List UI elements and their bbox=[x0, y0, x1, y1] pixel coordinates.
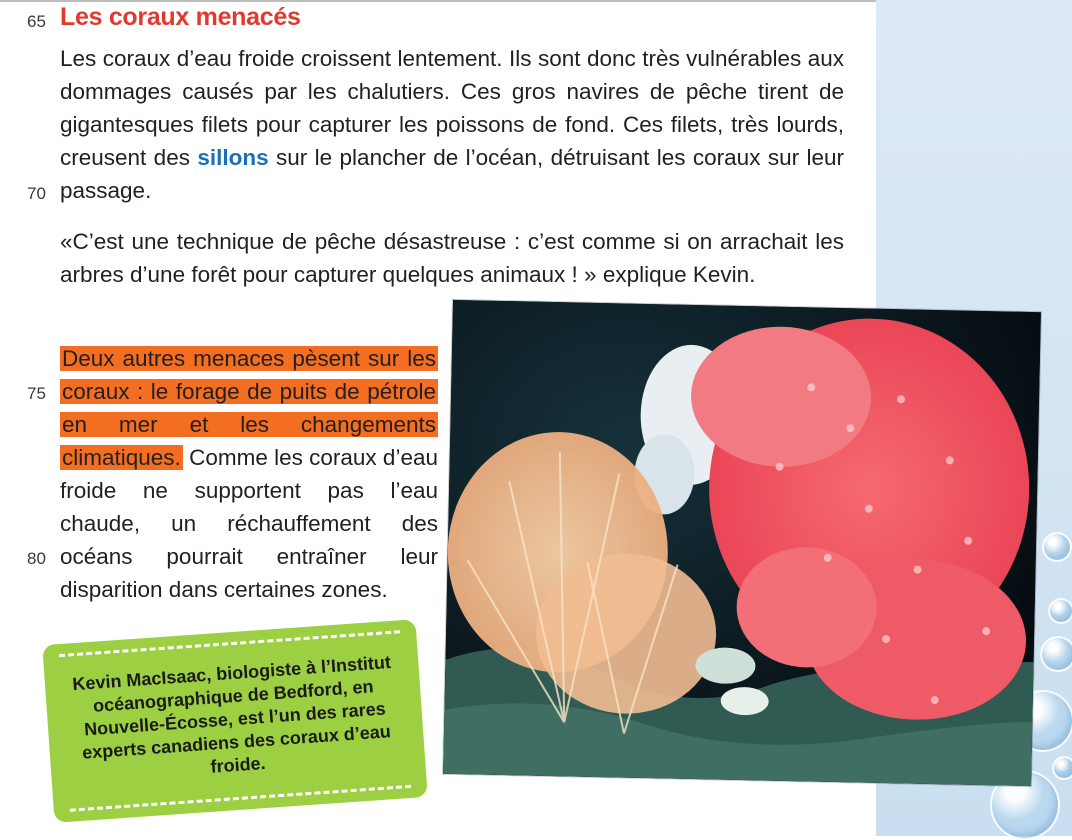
coral-illustration bbox=[443, 300, 1041, 786]
paragraph-threats bbox=[60, 342, 438, 606]
line-number: 70 bbox=[27, 184, 46, 203]
highlighted-text[interactable]: Deux autres menaces pèsent sur les coraux : le forage de puits de pétrole en mer et les changements climatiques. bbox=[62, 346, 436, 470]
paragraph-text: Comme les coraux d’eau froide ne supportent pas l’eau chaude, un réchauffement des océans pourrait entraîner leur disparition dans certaines zones. bbox=[60, 445, 438, 602]
section-title: Les coraux menacés bbox=[60, 3, 301, 31]
glossary-term-sillons[interactable]: sillons bbox=[197, 145, 269, 170]
bubble-icon bbox=[1040, 636, 1072, 672]
biologist-callout bbox=[42, 619, 428, 823]
coral-photo bbox=[443, 300, 1041, 786]
paragraph-trawlers bbox=[60, 42, 844, 207]
bubble-icon bbox=[1042, 532, 1072, 562]
paragraph-text: sur le plancher de l’océan, détruisant les coraux sur leur passage. bbox=[60, 145, 844, 203]
paragraph-text: Les coraux d’eau froide croissent lentement. Ils sont donc très vulnérables aux dommages causés par les chalutiers. Ces gros navires de pêche tirent de gigantesques filets pour capturer les poissons de fond. Ces filets, très lourds, creusent des bbox=[60, 46, 844, 170]
line-number: 75 bbox=[27, 384, 46, 403]
line-number: 65 bbox=[27, 12, 46, 31]
bubble-icon bbox=[1052, 756, 1072, 780]
line-number: 80 bbox=[27, 549, 46, 568]
callout-text: Kevin MacIsaac, biologiste à l’Institut océanographique de Bedford, en Nouvelle-Écosse, est l’un des rares experts canadiens des coraux d’eau froide. bbox=[71, 652, 392, 777]
paragraph-quote: «C’est une technique de pêche désastreuse : c’est comme si on arrachait les arbres d’une forêt pour capturer quelques animaux ! » explique Kevin. bbox=[60, 229, 844, 287]
dashed-border bbox=[70, 785, 411, 812]
bubble-icon bbox=[1048, 598, 1072, 624]
